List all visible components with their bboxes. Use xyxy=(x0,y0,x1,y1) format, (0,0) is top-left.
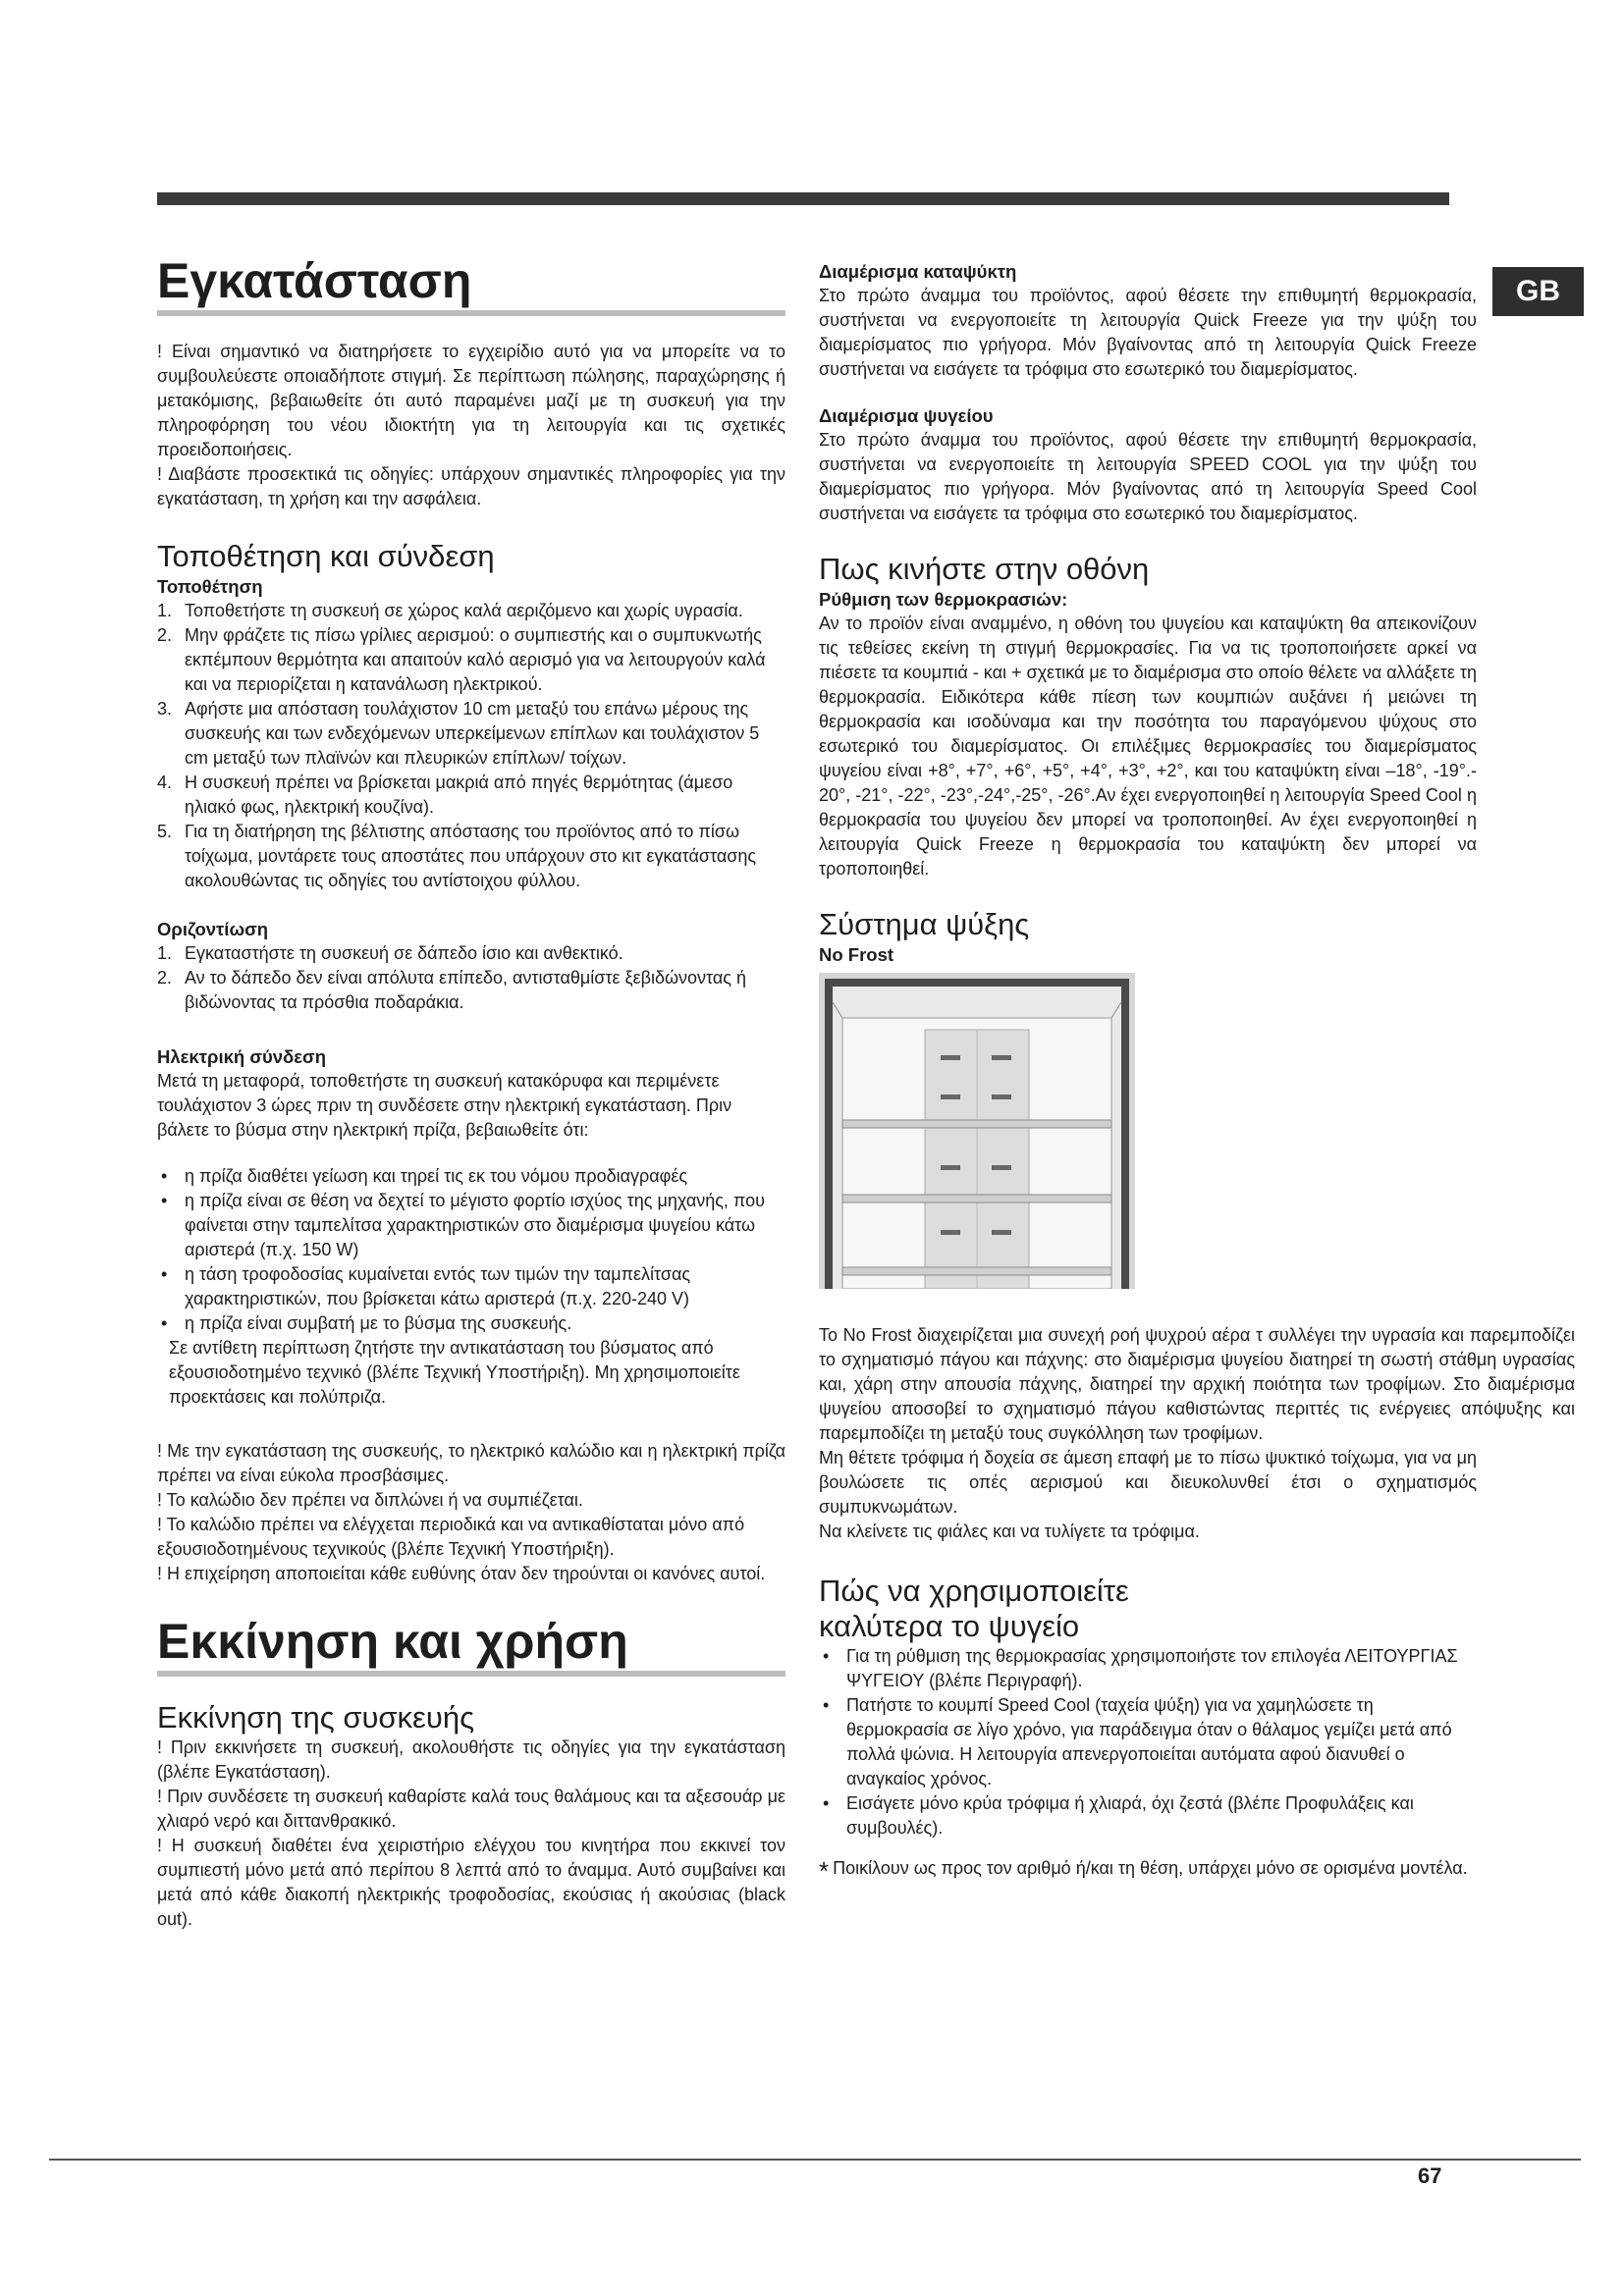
list-item: • η τάση τροφοδοσίας κυμαίνεται εντός των τιμών την ταμπελίτσας χαρακτηριστικών, που βρίσκεται κάτω αριστερά (π.χ. 220-240 V) xyxy=(161,1264,691,1308)
leveling-subheading: Οριζοντίωση xyxy=(157,919,269,939)
list-item: • Εισάγετε μόνο κρύα τρόφιμα ή χλιαρά, όχι ζεστά (βλέπε Προφυλάξεις και συμβουλές). xyxy=(823,1793,1414,1838)
list-item: • η πρίζα είναι σε θέση να δεχτεί το μέγιστο φορτίο ισχύος της μηχανής, που φαίνεται στην ταμπελίτσα χαρακτηριστικών στο διαμέρισμα ψυγείου κάτω αριστερά (π.χ. 150 W) xyxy=(161,1191,765,1259)
list-item: 3. Αφήστε μια απόσταση τουλάχιστον 10 cm μεταξύ του επάνω μέρους της συσκευής και των ενδεχόμενων υπερκείμενων επίπλων και τουλάχιστον 5 cm μεταξύ των πλαϊνών και πλευρικών επίπλων/ τοίχων. xyxy=(157,699,760,768)
warning-3: ! Το καλώδιο πρέπει να ελέγχεται περιοδικά και να αντικαθίσταται μόνο από εξουσιοδοτημένους τεχνικούς (βλέπε Τεχνική Υποστήριξη). xyxy=(157,1515,745,1559)
list-item: • η πρίζα είναι συμβατή με το βύσμα της συσκευής. xyxy=(161,1313,572,1333)
page-number: 67 xyxy=(1418,2163,1442,2188)
start-appliance-heading: Εκκίνηση της συσκευής xyxy=(157,1700,475,1735)
warning-1: ! Με την εγκατάσταση της συσκευής, το ηλεκτρικό καλώδιο και η ηλεκτρική πρίζα πρέπει να είναι εύκολα προσβάσιμες. xyxy=(157,1441,785,1485)
freezer-subheading: Διαμέρισμα καταψύκτη xyxy=(819,261,1017,282)
installation-heading: Εγκατάσταση xyxy=(157,253,785,316)
display-subheading: Ρύθμιση των θερμοκρασιών: xyxy=(819,589,1068,610)
nofrost-paragraph-1: Το No Frost διαχειρίζεται μια συνεχή ροή ψυχρού αέρα τ συλλέγει την υγρασία και παρεμποδίζει το σχηματισμό πάγου και πάχνης: στο διαμέρισμα ψυγείου διατηρεί τη σωστή στάθμη υγρασίας και, χάρη στην απουσία πάχνης, διατηρεί την αρχική ποιότητα των τροφίμων. Στο διαμέρισμα ψυγείου αποσοβεί το σχηματισμό πάγου καθιστώντας περιττές τις ενέργειες απόψυξης και παρεμποδίζει τη μεταξύ τους συγκόλληση των τροφίμων. xyxy=(819,1325,1575,1443)
electrical-intro: Μετά τη μεταφορά, τοποθετήστε τη συσκευή κατακόρυφα και περιμένετε τουλάχιστον 3 ώρες πριν τη συνδέσετε στην ηλεκτρική εγκατάσταση. Πριν βάλετε το βύσμα στην ηλεκτρική πρίζα, βεβαιωθείτε ότι: xyxy=(157,1071,732,1140)
fridge-interior-illustration xyxy=(819,973,1135,1289)
electrical-bullets xyxy=(157,1164,785,1336)
placement-subheading: Τοποθέτηση xyxy=(157,576,263,597)
start-use-heading: Εκκίνηση και χρήση xyxy=(157,1614,785,1677)
language-badge: GB xyxy=(1492,267,1584,316)
cooling-heading: Σύστημα ψύξης xyxy=(819,907,1030,941)
start-paragraph-3: ! Η συσκευή διαθέτει ένα χειριστήριο ελέγχου του κινητήρα που εκκινεί τον συμπιεστή μόνο μετά από περίπου 8 λεπτά από το άναμμα. Αυτό συμβαίνει και μετά από κάθε διακοπή ηλεκτρικής τροφοδοσίας, εκούσιας ή ακούσιας (black out). xyxy=(157,1836,785,1929)
start-paragraph-1: ! Πριν εκκινήσετε τη συσκευή, ακολουθήστε τις οδηγίες για την εγκατάσταση (βλέπε Εγκατάσταση). xyxy=(157,1737,785,1782)
list-item: • Για τη ρύθμιση της θερμοκρασίας χρησιμοποιήστε τον επιλογέα ΛΕΙΤΟΥΡΓΙΑΣ ΨΥΓΕΙΟΥ (βλέπε Περιγραφή). xyxy=(823,1646,1458,1690)
start-paragraph-2: ! Πριν συνδέσετε τη συσκευή καθαρίστε καλά τους θαλάμους και τα αξεσουάρ με χλιαρό νερό και διττανθρακικό. xyxy=(157,1787,785,1831)
cooling-subheading: No Frost xyxy=(819,944,894,965)
intro-paragraph-1: ! Είναι σημαντικό να διατηρήσετε το εγχειρίδιο αυτό για να μπορείτε να το συμβουλεύεστε οποιαδήποτε στιγμή. Σε περίπτωση πώλησης, παραχώρησης ή μετακόμισης, βεβαιωθείτε ότι αυτό παραμένει μαζί με τη συσκευή για την πληροφόρηση του νέου ιδιοκτήτη για τη λειτουργία και τις σχετικές προειδοποιήσεις. xyxy=(157,342,785,459)
left-column xyxy=(157,253,785,1932)
right-column xyxy=(819,259,1575,1884)
intro-paragraph-2: ! Διαβάστε προσεκτικά τις οδηγίες: υπάρχουν σημαντικές πληροφορίες για την εγκατάσταση, τη χρήση και την ασφάλεια. xyxy=(157,464,785,508)
list-item: 2. Αν το δάπεδο δεν είναι απόλυτα επίπεδο, αντισταθμίστε ξεβιδώνοντας ή βιδώνοντας τα πρόσθια ποδαράκια. xyxy=(157,968,746,1012)
fridge-text: Στο πρώτο άναμμα του προϊόντος, αφού θέσετε την επιθυμητή θερμοκρασία, συστήνεται να ενεργοποιείτε τη λειτουργία SPEED COOL για την ψύξη του διαμερίσματος πιο γρήγορα. Μόν βγαίνοντας από τη λειτουργία Speed Cool συστήνεται να εισάγετε τα τρόφιμα στο εσωτερικό του διαμερίσματος. xyxy=(819,430,1477,523)
best-use-heading: Πώς να χρησιμοποιείτε καλύτερα το ψυγείο xyxy=(819,1574,1129,1643)
list-item: 5. Για τη διατήρηση της βέλτιστης απόστασης του προϊόντος από το πίσω τοίχωμα, μοντάρετε τους αποστάτες που υπάρχουν στο κιτ εγκατάστασης ακολουθώντας τις οδηγίες του αντίστοιχου φύλλου. xyxy=(157,822,757,890)
warning-2: ! Το καλώδιο δεν πρέπει να διπλώνει ή να συμπιέζεται. xyxy=(157,1490,583,1510)
nofrost-paragraph-2: Μη θέτετε τρόφιμα ή δοχεία σε άμεση επαφή με το πίσω ψυκτικό τοίχωμα, για να μη βουλώσετε τις οπές αερισμού και διευκολυνθεί έτσι ο σχηματισμός συμπυκνωμάτων. xyxy=(819,1448,1477,1517)
nofrost-paragraph-3: Να κλείνετε τις φιάλες και να τυλίγετε τα τρόφιμα. xyxy=(819,1522,1200,1541)
footer-rule xyxy=(49,2159,1581,2161)
list-item: 4. Η συσκευή πρέπει να βρίσκεται μακριά από πηγές θερμότητας (άμεσο ηλιακό φως, ηλεκτρική κουζίνα). xyxy=(157,773,733,817)
electrical-note: Σε αντίθετη περίπτωση ζητήστε την αντικατάσταση του βύσματος από εξουσιοδοτημένο τεχνικό (βλέπε Τεχνική Υποστήριξη). Μη χρησιμοποιείτε προεκτάσεις και πολύπριζα. xyxy=(169,1338,740,1407)
display-text: Αν το προϊόν είναι αναμμένο, η οθόνη του ψυγείου και καταψύκτη θα απεικονίζουν τις τεθείσες εκείνη τη στιγμή θερμοκρασίες. Για να τις τροποποιήσετε αρκεί να πιέσετε τα κουμπιά - και + σχετικά με το διαμέρισμα στο οποίο θέλετε να αλλάξετε τη θερμοκρασία. Ειδικότερα κάθε πίεση των κουμπιών αυξάνει ή μειώνει τη θερμοκρασία και ισοδύναμα και την ποσότητα του παραγόμενου ψύχους στο εσωτερικό του διαμερίσματος. Οι επιλέξιμες θερμοκρασίες του διαμερίσματος ψυγείου είναι +8°, +7°, +6°, +5°, +4°, +3°, +2°, και του καταψύκτη είναι –18°, -19°.- 20°, -21°, -22°, -23°,-24°,-25°, -26°.Αν έχει ενεργοποιηθεί η λειτουργία Speed Cool η θερμοκρασία του ψυγείου δεν μπορεί να τροποποιηθεί. Αν έχει ενεργοποιηθεί η λειτουργία Quick Freeze η θερμοκρασία του καταψύκτη δεν μπορεί να τροποποιηθεί. xyxy=(819,614,1477,879)
freezer-text: Στο πρώτο άναμμα του προϊόντος, αφού θέσετε την επιθυμητή θερμοκρασία, συστήνεται να ενεργοποιείτε τη λειτουργία Quick Freeze για την ψύξη του διαμερίσματος πιο γρήγορα. Μόν βγαίνοντας από τη λειτουργία Quick Freeze συστήνεται να εισάγετε τα τρόφιμα στο εσωτερικό του διαμερίσματος. xyxy=(819,286,1477,379)
list-item: 2. Μην φράζετε τις πίσω γρίλιες αερισμού: ο συμπιεστής και ο συμπυκνωτής εκπέμπουν θερμότητα και απαιτούν καλό αερισμό για να λειτουργούν καλά και να περιορίζεται η κατανάλωση ηλεκτρικού. xyxy=(157,625,766,694)
fridge-subheading: Διαμέρισμα ψυγείου xyxy=(819,405,994,426)
leveling-list xyxy=(157,941,785,1015)
footnote: * Ποικίλουν ως προς τον αριθμό ή/και τη θέση, υπάρχει μόνο σε ορισμένα μοντέλα. xyxy=(819,1856,1468,1886)
best-use-bullets xyxy=(819,1644,1575,1841)
list-item: 1. Εγκαταστήστε τη συσκευή σε δάπεδο ίσιο και ανθεκτικό. xyxy=(157,943,623,963)
top-rule xyxy=(157,192,1449,205)
list-item: • η πρίζα διαθέτει γείωση και τηρεί τις εκ του νόμου προδιαγραφές xyxy=(161,1166,688,1186)
placement-heading: Τοποθέτηση και σύνδεση xyxy=(157,539,495,573)
display-heading: Πως κινήστε στην οθόνη xyxy=(819,552,1150,586)
electrical-subheading: Ηλεκτρική σύνδεση xyxy=(157,1046,327,1067)
placement-list xyxy=(157,599,785,893)
list-item: 1. Τοποθετήστε τη συσκευή σε χώρος καλά αεριζόμενο και χωρίς υγρασία. xyxy=(157,601,743,620)
list-item: • Πατήστε το κουμπί Speed Cool (ταχεία ψύξη) για να χαμηλώσετε τη θερμοκρασία σε λίγο χρόνο, για παράδειγμα όταν ο θάλαμος γεμίζει μετά από πολλά ψώνια. Η λειτουργία απενεργοποιείται αυτόματα αφού διανυθεί ο αναγκαίος χρόνος. xyxy=(823,1695,1452,1789)
warning-4: ! Η επιχείρηση αποποιείται κάθε ευθύνης όταν δεν τηρούνται οι κανόνες αυτοί. xyxy=(157,1564,766,1583)
